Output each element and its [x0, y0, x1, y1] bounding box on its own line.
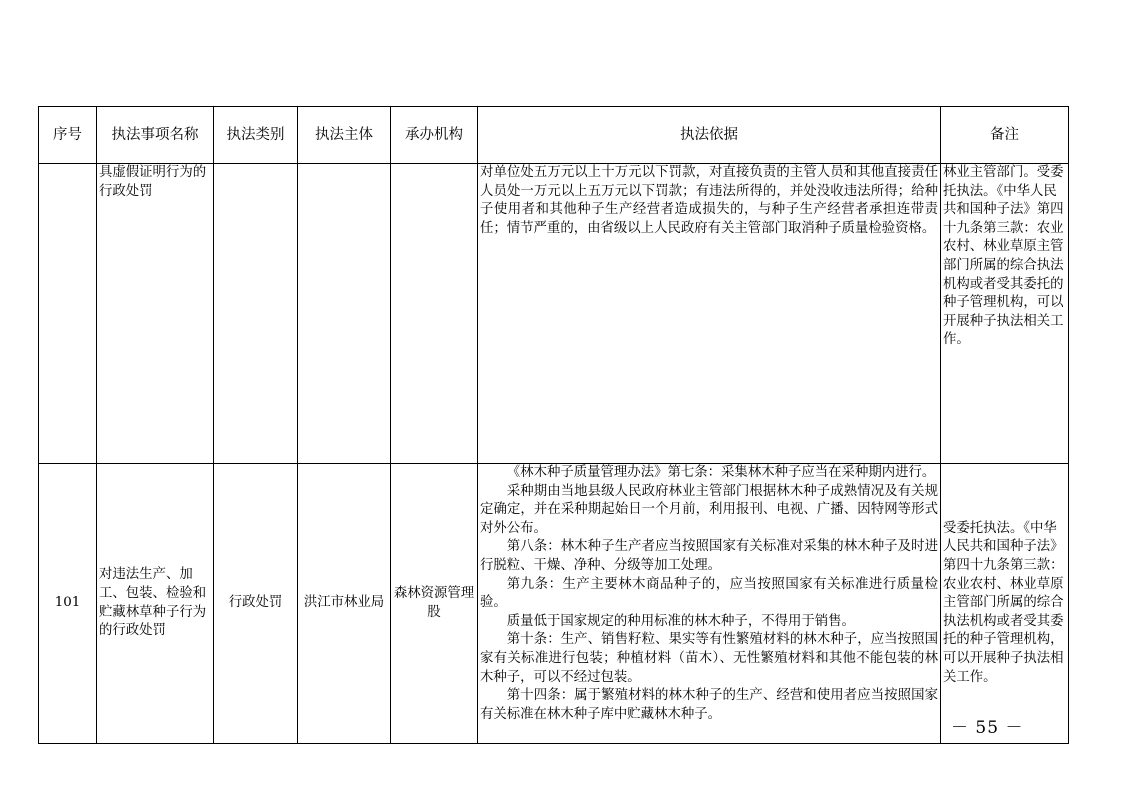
cell-category: 行政处罚	[214, 464, 298, 744]
cell-basis	[478, 164, 941, 464]
cell-item-name: 对违法生产、加工、包装、检验和贮藏林草种子行为的行政处罚	[97, 464, 214, 744]
header-agency: 承办机构	[391, 107, 478, 164]
cell-agency	[391, 164, 478, 464]
basis-paragraph: 第八条：林木种子生产者应当按照国家有关标准对采集的林木种子及时进行脱粒、干燥、净种、分级等加工处理。	[480, 539, 938, 573]
basis-paragraph: 对单位处五万元以上十万元以下罚款，对直接负责的主管人员和其他直接责任人员处一万元以上五万元以下罚款；有违法所得的，并处没收违法所得；给种子使用者和其他种子生产经营者造成损失的，与种子生产经营者承担连带责任；情节严重的，由省级以上人民政府有关主管部门取消种子质量检验资格。	[480, 165, 938, 236]
basis-paragraph: 第十四条：属于繁殖材料的林木种子的生产、经营和使用者应当按照国家有关标准在林木种子库中贮藏林木种子。	[480, 688, 938, 722]
cell-item-name: 具虚假证明行为的行政处罚	[97, 164, 214, 464]
header-item-name: 执法事项名称	[97, 107, 214, 164]
basis-paragraph: 第十条：生产、销售籽粒、果实等有性繁殖材料的林木种子，应当按照国家有关标准进行包装；种植材料（苗木）、无性繁殖材料和其他不能包装的林木种子，可以不经过包装。	[480, 632, 938, 685]
cell-subject	[298, 164, 391, 464]
header-subject: 执法主体	[298, 107, 391, 164]
cell-seq	[39, 164, 97, 464]
header-category: 执法类别	[214, 107, 298, 164]
table-header-row	[39, 107, 1069, 164]
basis-paragraph: 第九条：生产主要林木商品种子的，应当按照国家有关标准进行质量检验。	[480, 576, 938, 611]
enforcement-table	[38, 106, 1069, 744]
header-remarks: 备注	[941, 107, 1069, 164]
basis-paragraph: 质量低于国家规定的种用标准的林木种子，不得用于销售。	[506, 613, 855, 629]
cell-agency: 森林资源管理股	[391, 464, 478, 744]
cell-category	[214, 164, 298, 464]
cell-remarks: 林业主管部门。受委托执法。《中华人民共和国种子法》第四十九条第三款：农业农村、林业草原主管部门所属的综合执法机构或者受其委托的种子管理机构，可以开展种子执法相关工作。	[941, 164, 1069, 464]
cell-basis	[478, 464, 941, 744]
header-basis: 执法依据	[478, 107, 941, 164]
basis-paragraph: 采种期由当地县级人民政府林业主管部门根据林木种子成熟情况及有关规定确定，并在采种期起始日一个月前，利用报刊、电视、广播、因特网等形式对外公布。	[480, 483, 938, 536]
cell-remarks: 受委托执法。《中华人民共和国种子法》第四十九条第三款：农业农村、林业草原主管部门所属的综合执法机构或者受其委托的种子管理机构，可以开展种子执法相关工作。	[941, 464, 1069, 744]
basis-paragraph: 《林木种子质量管理办法》第七条：采集林木种子应当在采种期内进行。	[506, 465, 936, 480]
table-row	[39, 164, 1069, 464]
page-number: － 55 －	[951, 718, 1024, 738]
cell-seq: 101	[39, 464, 97, 744]
table-row	[39, 464, 1069, 744]
cell-subject: 洪江市林业局	[298, 464, 391, 744]
header-seq: 序号	[39, 107, 97, 164]
